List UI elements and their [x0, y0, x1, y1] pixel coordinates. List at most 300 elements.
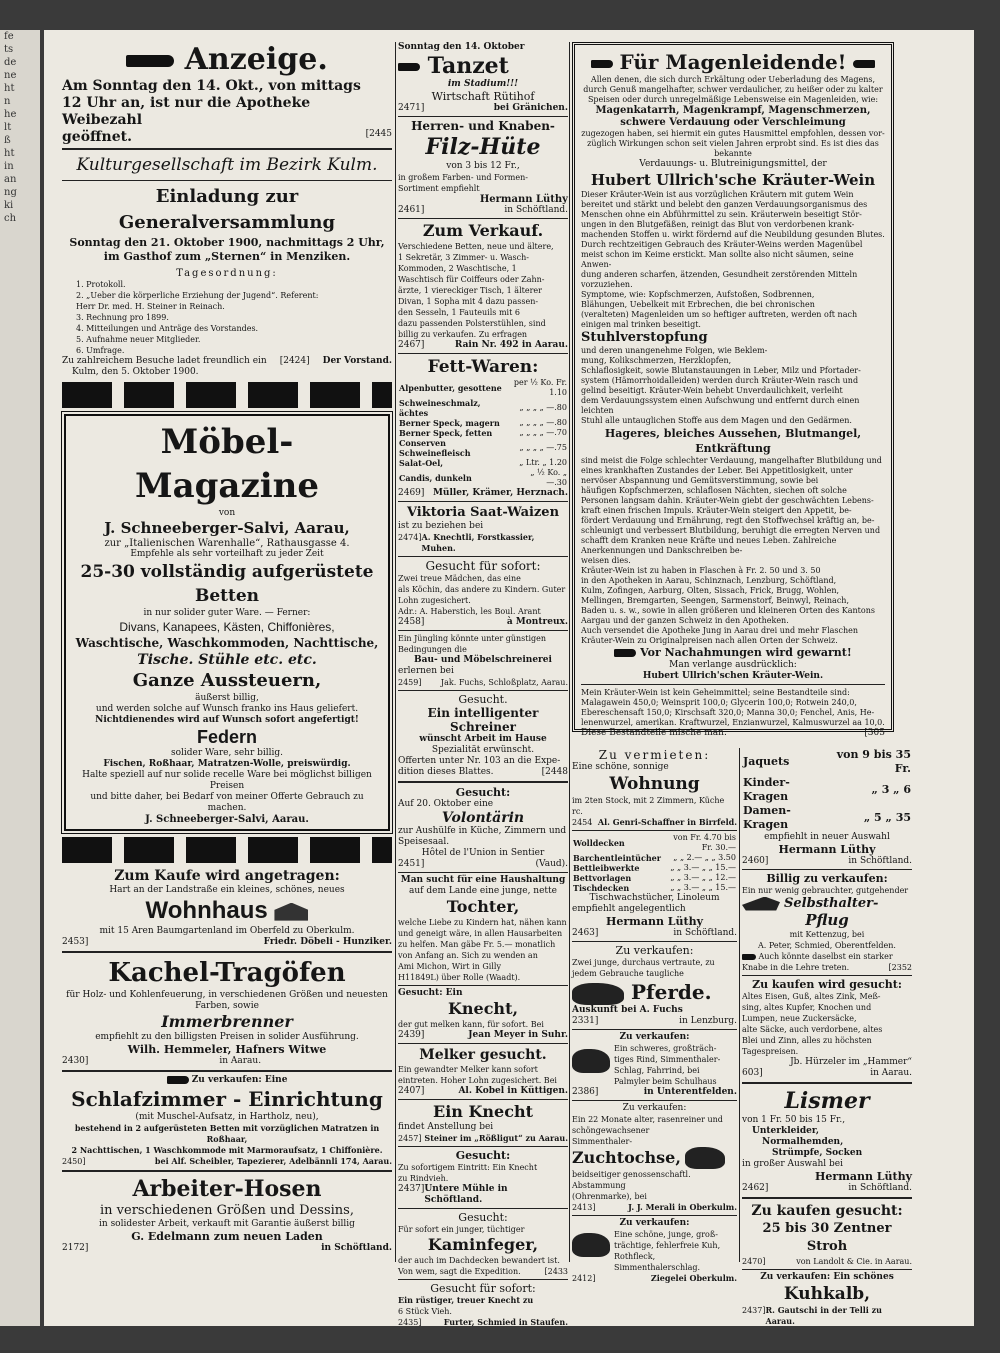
text-line: Schlag, Fahrrind, bei	[614, 1066, 700, 1075]
ad-line: auf dem Lande eine junge, nette	[409, 886, 557, 896]
text-line: tiges Rind, Simmenthaler-	[614, 1055, 721, 1064]
ad-title: Zum Verkauf.	[422, 221, 544, 240]
strip-text: he	[4, 109, 17, 120]
ad-firm: Al. Genri-Schaffner in Birrfeld.	[597, 817, 737, 827]
column-2	[398, 42, 568, 1328]
ad-title: Zu kaufen gesucht:	[751, 1203, 903, 1219]
ad-firm: J. J. Merali in Oberkulm.	[628, 1202, 737, 1212]
ad-headline: Pflug	[805, 911, 849, 929]
ad-line: Eine schöne, sonnige	[572, 762, 669, 772]
tochter-ad	[398, 875, 568, 983]
ad-line: mit 15 Aren Baumgartenland im Oberfeld zu Oberkulm.	[99, 926, 355, 936]
ad-line: Zu verkaufen: Ein schönes	[760, 1272, 894, 1282]
text-line: machenden Stoffen u. wirkt fördernd auf die Neubildung gesunden Blutes.	[581, 230, 885, 239]
text-line: Ami Michon, Wirt in Gilly	[398, 962, 501, 971]
ad-ref: 2412]	[572, 1274, 596, 1283]
ad-headline: Lismer	[784, 1088, 870, 1114]
pointing-hand-icon	[126, 55, 174, 67]
ad-line: von	[218, 508, 236, 518]
ad-headline: Tochter,	[446, 897, 520, 916]
ad-line: solider Ware, sehr billig.	[170, 748, 284, 758]
ad-line: Diese Bestandteile mische man.	[581, 728, 727, 738]
fett-ad	[398, 356, 568, 499]
text-line: Ein schweres, großträch-	[614, 1044, 717, 1053]
ad-line: zur „Italienischen Warenhalle“, Rathausgasse 4.	[104, 538, 350, 549]
ad-line: 12 Uhr an, ist nur die Apotheke Weibezahl	[62, 95, 311, 128]
strip-text: ng	[4, 187, 17, 198]
plough-icon	[742, 897, 780, 911]
stroh-ad	[742, 1202, 912, 1267]
text-line: dung anderen scharfen, ätzenden, Gesundheit zerstörenden Mitteln vorzuziehen.	[581, 270, 858, 289]
ad-headline: Wohnung	[609, 774, 700, 794]
price-row	[398, 428, 568, 438]
ad-firm: Müller, Krämer, Herznach.	[432, 488, 568, 498]
text-line: Menschen ohne ein Abführmittel zu sein. Kräuterwein beseitigt Stör-	[581, 210, 862, 219]
ad-line: Simmenthaler-	[572, 1137, 633, 1146]
ox-icon	[685, 1147, 725, 1169]
text-line: Malagawein 450,0; Weinsprit 100,0; Glycerin 100,0; Rotwein 240,0,	[581, 698, 857, 707]
text-line: dazu passenden Polsterstühlen, sind	[398, 319, 546, 328]
melker-ad	[398, 1046, 568, 1097]
price-row	[572, 883, 737, 893]
strip-text: ts	[4, 44, 14, 55]
text-line: Ein Jüngling könnte unter günstigen	[398, 634, 547, 643]
pointing-hand-icon	[853, 60, 875, 68]
column-5	[742, 748, 912, 1327]
ad-title: Billig zu verkaufen:	[766, 872, 888, 885]
wohnung-ad	[572, 748, 737, 828]
item-name: Berner Speck, magern	[399, 418, 500, 428]
lismer-ad	[742, 1087, 912, 1194]
hut-ad	[398, 119, 568, 216]
ad-headline: Stuhlverstopfung	[581, 330, 708, 345]
text-line: bekannte	[714, 149, 752, 158]
house-icon	[274, 903, 308, 921]
item-price: „ „ 2.— „ „ 3.50	[673, 853, 736, 862]
ad-line: Nichtdienendes wird auf Wunsch sofort angefertigt!	[95, 715, 359, 725]
ad-title: Tanzet	[427, 53, 509, 79]
ad-line: 6 Stück Vieh.	[398, 1307, 452, 1316]
ad-line: Am Sonntag den 14. Okt., von mittags	[62, 78, 361, 94]
ad-ref: 2454	[572, 818, 593, 827]
ad-title: Schlafzimmer - Einrichtung	[71, 1087, 383, 1111]
ad-line: Herren- und Knaben-	[411, 119, 555, 133]
text-line: Kulm, Zofingen, Aarburg, Olten, Sissach, Frick, Brugg, Wohlen,	[581, 586, 840, 595]
strip-text: an	[4, 174, 17, 185]
price-row	[398, 418, 568, 428]
ad-line: Auskunft bei A. Fuchs	[572, 1005, 683, 1015]
gesucht-rindvieh-ad	[398, 1149, 568, 1206]
column-rule	[395, 42, 396, 1262]
column-4	[572, 748, 737, 1284]
text-line: Baden u. s. w., sowie in allen größeren und kleineren Orten des Kantons	[581, 606, 875, 615]
ad-headline: 25 bis 30 Zentner Stroh	[762, 1221, 892, 1254]
ad-firm: Wilh. Hemmeler, Hafners Witwe	[127, 1043, 327, 1056]
text-line: beidseitiger genossenschaftl. Abstammung	[572, 1170, 691, 1190]
text-line: Verschiedene Betten, neue und ältere,	[398, 242, 554, 251]
ad-headline: Kuhkalb,	[783, 1284, 871, 1304]
text-line: Durch rechtzeitigen Gebrauch des Kräuter-Weins werden Magenübel	[581, 240, 863, 249]
text-line: 4. Mitteilungen und Anträge des Vorstandes.	[76, 324, 259, 333]
text-line: 1. Protokoll.	[76, 280, 126, 289]
ad-line: Tische. Stühle etc. etc.	[137, 652, 317, 668]
wolldecken-ad	[572, 833, 737, 939]
text-line: alte Säcke, auch verdorbene, altes	[742, 1025, 883, 1034]
ad-line: findet Anstellung bei	[398, 1122, 494, 1132]
text-line: fördert Verdauung und Ernährung, regt den Stoffwechsel kräftig an, be-	[581, 516, 875, 525]
text-line: 1 Sekretär, 3 Zimmer- u. Wasch-	[398, 253, 529, 262]
kachel-ad	[62, 956, 392, 1067]
text-line: ungen in den Blutgefäßen, reinigt das Blut von verdorbenen krank-	[581, 220, 855, 229]
knecht-ad-1	[398, 988, 568, 1041]
knecht-ad-2	[398, 1102, 568, 1144]
ad-ref: 2450]	[62, 1157, 86, 1166]
ad-title: Zu verkaufen:	[622, 1103, 687, 1113]
ad-line: in großer Auswahl bei	[742, 1159, 844, 1169]
text-line: Rothfleck, Simmenthalerschlag.	[614, 1252, 701, 1272]
text-line: Altes Eisen, Guß, altes Zink, Meß-	[742, 992, 881, 1001]
ad-line: Tischwachstücher, Linoleum	[589, 893, 720, 903]
text-line: Dieser Kräuter-Wein ist aus vorzüglichen Kräutern mit gutem Wein	[581, 190, 854, 199]
ad-title: Einladung zur Generalversammlung	[118, 186, 336, 233]
text-line: Kommoden, 2 Waschtische, 1	[398, 264, 517, 273]
ad-line: Von wem, sagt die Expedition.	[398, 1267, 521, 1276]
text-line: Stuhl alle untauglichen Stoffe aus dem Magen und den Gedärmen.	[581, 416, 852, 425]
strip-text: ne	[4, 70, 17, 81]
price-row	[742, 776, 912, 804]
wohnhaus-ad	[62, 867, 392, 948]
horse-icon	[572, 983, 624, 1005]
strip-text: lt	[4, 122, 12, 133]
ad-line: Auf 20. Oktober eine	[398, 799, 494, 809]
ad-line: dition dieses Blattes.	[398, 767, 494, 777]
strip-text: ß	[4, 135, 11, 146]
ad-line: Für sofort ein junger, tüchtiger	[398, 1225, 525, 1234]
price-row	[398, 398, 568, 418]
ad-title: Melker gesucht.	[419, 1047, 547, 1063]
text-line: Kräuter-Wein ist zu haben in Flaschen à Fr. 2. 50 und 3. 50	[581, 566, 821, 575]
text-line: zugezogen haben, sei hiermit ein gutes Hausmittel empfohlen, dessen vor-	[581, 129, 885, 138]
schlaf-ad	[62, 1075, 392, 1167]
jaquets-ad	[742, 748, 912, 867]
ad-line: in großem Farben- und Formen-Sortiment empfiehlt	[398, 173, 528, 193]
item-name: Bettleibwerkte	[573, 863, 640, 873]
viktoria-ad	[398, 504, 568, 554]
ad-line: erlernen bei	[398, 666, 454, 676]
text-line: billig zu verkaufen. Zu erfragen	[398, 330, 528, 339]
item-name: Berner Speck, fetten	[399, 428, 493, 438]
ad-city: in Schöftland.	[848, 1183, 912, 1193]
ad-line: in solidester Arbeit, verkauft mit Garantie äußerst billig	[99, 1219, 355, 1229]
text-line: 6. Umfrage.	[76, 346, 125, 355]
text-line: meist schon im Keime erstickt. Man sollte also nicht säumen, seine Anwen-	[581, 250, 854, 269]
text-line: Speisen oder durch unregelmäßige Lebensweise ein Magenleiden, wie:	[587, 95, 879, 104]
text-line: bereitet und stärkt und belebt den ganzen Verdauungsorganismus des	[581, 200, 868, 209]
pointing-hand-icon	[398, 63, 420, 71]
ad-firm: Jb. Hürzeler im „Hammer“	[790, 1057, 912, 1067]
ad-headline: 25-30 vollständig aufgerüstete Betten	[80, 562, 374, 606]
ad-signature: bei Alf. Scheibler, Tapezierer, Adelbännli 174, Aarau.	[154, 1156, 392, 1166]
ad-ref: 2386]	[572, 1087, 599, 1097]
ad-ref: [2445	[365, 129, 392, 139]
ad-title: Zum Kaufe wird angetragen:	[114, 868, 340, 884]
ad-line: Offerten unter Nr. 103 an die Expe-	[398, 756, 561, 766]
text-line: gelind beseitigt. Kräuter-Wein behebt Unverdaulichkeit, verleiht	[581, 386, 843, 395]
product-brand: Hubert Ullrich'schen Kräuter-Wein.	[642, 671, 824, 681]
volontaerin-ad	[398, 786, 568, 870]
ad-firm: Untere Mühle in Schöftland.	[424, 1184, 508, 1205]
ad-line: im 2ten Stock, mit 2 Zimmern, Küche rc.	[572, 796, 725, 816]
ad-title: Gesucht für sofort:	[425, 559, 541, 573]
text-line: lenenwurzel, amerikan. Kraftwurzel, Enzianwurzel, Kalmuswurzel aa 10,0.	[581, 718, 885, 727]
ad-ref: 2457]	[398, 1134, 422, 1143]
item-price: „ „ „ „ —.70	[519, 428, 567, 437]
text-line: in den Apotheken in Aarau, Schinznach, Lenzburg, Schöftland,	[581, 576, 837, 585]
anzeige-ad	[62, 42, 392, 145]
ad-ref: 603]	[742, 1068, 763, 1078]
ad-line: Normalhemden,	[762, 1137, 844, 1147]
text-line: dem Verdauungssystem einen Aufschwung und entfernt durch einen leichten	[581, 396, 860, 415]
ad-line: Zu sofortigem Eintritt: Ein Knecht	[398, 1163, 538, 1172]
ad-title: Zu verkaufen:	[619, 1218, 690, 1228]
ad-line: Zu zahlreichem Besuche ladet freundlich ein	[62, 356, 267, 366]
text-line: sing, altes Kupfer, Knochen und	[742, 1003, 872, 1012]
ad-firm: R. Gautschi in der Telli zu Aarau.	[765, 1305, 882, 1326]
text-line: den Sesseln, 1 Fauteuils mit 6	[398, 308, 520, 317]
gesucht-knecht-ad	[398, 1282, 568, 1328]
ad-ref: 2437]	[742, 1306, 766, 1315]
ad-line: (mit Muschel-Aufsatz, in Hartholz, neu),	[135, 1112, 319, 1122]
ad-line: ist zu beziehen bei	[398, 521, 484, 531]
text-line: Symptome, wie: Kopfschmerzen, Aufstoßen, Sodbrennen,	[581, 290, 815, 299]
adjacent-page-strip	[0, 30, 40, 1326]
ad-headline: Ein intelligenter Schreiner	[427, 706, 539, 734]
juengling-ad	[398, 633, 568, 688]
ad-ref: 2459]	[398, 678, 422, 687]
item-name: Damen-Kragen	[743, 804, 791, 831]
text-line: von Anfang an. Sich zu wenden an	[398, 951, 538, 960]
ad-title: Gesucht.	[458, 693, 508, 706]
ad-title: Zu verkaufen:	[619, 1032, 690, 1042]
text-line: Bedingungen die	[398, 645, 467, 654]
item-name: Schweineschmalz, ächtes	[399, 398, 481, 418]
text-line: Schlaflosigkeit, sowie Blutanstauungen in Leber, Milz und Pfortader-	[581, 366, 861, 375]
item-price: „ „ „ „ —.80	[519, 418, 567, 427]
ad-line: von 3 bis 12 Fr.,	[446, 161, 520, 171]
ad-line: geöffnet.	[62, 129, 132, 145]
ad-line: Hart an der Landstraße ein kleines, schönes, neues	[109, 885, 345, 895]
ad-title: Gesucht:	[458, 1211, 508, 1224]
ad-headline: Selbsthalter-	[784, 896, 879, 911]
text-line: Blei und Zinn, alles zu höchsten	[742, 1036, 872, 1045]
text-line: züglich Wirkungen schon seit vielen Jahren erprobt sind. Es ist dies das	[587, 139, 879, 148]
ad-headline: Immerbrenner	[161, 1012, 293, 1031]
ad-city: in Unterentfelden.	[643, 1087, 737, 1097]
ad-headline: Wohnhaus	[145, 897, 268, 924]
decorative-band	[62, 382, 392, 408]
text-line: häufigen Kopfschmerzen, schlaflosen Nächten, siechen oft solche	[581, 486, 847, 495]
ad-line: Unterkleider,	[752, 1126, 820, 1136]
text-line: Ein gewandter Melker kann sofort	[398, 1065, 538, 1074]
text-line: Divan, 1 Sopha mit 4 dazu passen-	[398, 297, 539, 306]
ad-line: von 1 Fr. 50 bis 15 Fr.,	[742, 1115, 846, 1125]
kaminfeger-ad	[398, 1211, 568, 1277]
ad-headline: Volontärin	[441, 810, 525, 826]
pflug-ad	[742, 872, 912, 973]
ad-ref: 2413]	[572, 1203, 596, 1212]
ad-ref: 2474]	[398, 533, 422, 542]
ad-title: Gesucht:	[455, 1149, 511, 1162]
item-price: „ „ 3.— „ „ 15.—	[670, 863, 736, 872]
strip-text: ht	[4, 148, 15, 159]
ad-line: und bitte daher, bei Bedarf von meiner Offerte Gebrauch zu machen.	[90, 792, 364, 813]
text-line: 2. „Ueber die körperliche Erziehung der Jugend“. Referent:	[76, 291, 319, 300]
ad-firm: Jak. Fuchs, Schloßplatz, Aarau.	[440, 678, 568, 687]
hosen-ad	[62, 1175, 392, 1254]
ad-line: Ein 22 Monate alter, rasenreiner und	[572, 1115, 723, 1124]
ad-ref: 2439]	[398, 1030, 425, 1040]
ad-headline: Kaminfeger,	[427, 1235, 539, 1254]
strip-text: ki	[4, 200, 14, 211]
ad-line: im Stadium!!!	[447, 79, 519, 89]
item-price: von Fr. 4.70 bis Fr. 30.—	[673, 833, 736, 852]
ad-city: in Aarau.	[870, 1068, 912, 1078]
item-price: „ „ 3.— „ „ 12.—	[670, 873, 736, 882]
rind-ad	[572, 1032, 737, 1098]
ad-line: Man sucht für eine Haushaltung	[400, 875, 566, 885]
ad-firm: Jean Meyer in Suhr.	[468, 1030, 568, 1040]
schreiner-ad	[398, 693, 568, 778]
ad-title: Zu vermieten:	[598, 748, 711, 762]
price-row	[398, 438, 568, 458]
ad-title: Viktoria Saat-Waizen	[406, 505, 560, 520]
ad-ref: 2462]	[742, 1183, 769, 1193]
ad-line: Spezialität erwünscht.	[431, 745, 535, 755]
price-row	[398, 468, 568, 488]
ad-line: mit Kettenzug, bei	[789, 930, 865, 939]
ad-ref: [305	[864, 728, 885, 738]
ad-ref: 2437]	[398, 1184, 425, 1194]
ad-line: schöngewachsener	[572, 1126, 650, 1135]
text-line: Aargau und der ganzen Schweiz in den Apotheken.	[581, 616, 789, 625]
ad-line: Gesucht: Ein	[398, 988, 463, 998]
ad-line: Man verlange ausdrücklich:	[669, 660, 797, 670]
ad-line: empfiehlt in neuer Auswahl	[764, 832, 890, 842]
ad-line: Empfehle als sehr vorteilhaft zu jeder Zeit	[130, 549, 324, 559]
ad-city: in Schöftland.	[673, 928, 737, 938]
ad-ref: 2331]	[572, 1016, 599, 1026]
ad-ref: [2448	[541, 767, 568, 777]
text-line: Herr Dr. med. H. Steiner in Reinach.	[76, 302, 225, 311]
ad-line: für Holz- und Kohlenfeuerung, in verschiedenen Größen und neuesten Farben, sowie	[66, 990, 388, 1011]
ad-line: zur Aushülfe in Küche, Zimmern und	[398, 826, 567, 836]
column-rule	[739, 748, 740, 1262]
ad-line: Halte speziell auf nur solide recelle Ware bei möglichst billigen Preisen	[82, 770, 372, 791]
text-line: Palmyler beim Schulhaus	[614, 1077, 717, 1086]
pferde-ad	[572, 944, 737, 1027]
text-line: Zwei treue Mädchen, das eine	[398, 574, 521, 583]
text-line: schafft dem Kranken neue Kräfte und neues Leben. Zahlreiche Anerkennungen und Dankschreiben be-	[581, 536, 837, 555]
cow-icon	[572, 1049, 610, 1073]
ad-date: Kulm, den 5. Oktober 1900.	[72, 367, 199, 377]
ad-title: Kachel-Tragöfen	[108, 958, 346, 988]
ad-city: (Vaud).	[535, 859, 568, 869]
item-price: von 9 bis 35 Fr.	[836, 748, 911, 775]
text-line: welche Liebe zu Kindern hat, nähen kann	[398, 918, 567, 927]
ad-line: im Gasthof zum „Sternen“ in Menziken.	[103, 250, 351, 263]
text-line: trächtige, fehlerfreie Kuh,	[614, 1241, 721, 1250]
ad-firm: Ziegelei Oberkulm.	[650, 1273, 737, 1283]
ad-line: Verdauungs- u. Blutreinigungsmittel, der	[639, 159, 827, 169]
ad-firm: Hermann Lüthy	[479, 194, 568, 205]
text-line: Mellingen, Bremgarten, Seengen, Sarmenstorf, Beinwyl, Reinach,	[581, 596, 849, 605]
ad-ref: [2433	[544, 1267, 568, 1276]
ad-line: Strümpfe, Socken	[772, 1148, 863, 1158]
ad-firm: Hôtel de l'Union in Sentier	[421, 848, 545, 858]
text-line: mung, Kolikschmerzen, Herzklopfen,	[581, 356, 732, 365]
ad-ref: 2453]	[62, 937, 89, 947]
ad-city: in Schöftland.	[321, 1243, 392, 1253]
strip-text: ht	[4, 83, 15, 94]
strip-text: n	[4, 96, 11, 107]
ad-line: in verschiedenen Größen und Dessins,	[100, 1203, 354, 1218]
ad-headline: schwere Verdauung oder Verschleimung	[620, 117, 846, 128]
ad-headline: Federn	[196, 727, 257, 747]
kaufgesuch-ad	[742, 978, 912, 1079]
ad-headline: Ein Knecht	[433, 1102, 533, 1121]
item-price: „ Ltr. „ 1.20	[519, 458, 567, 467]
ad-line: Fischen, Roßhaar, Matratzen-Wolle, preiswürdig.	[103, 759, 351, 769]
ad-line: bestehend in 2 aufgerüsteten Betten mit vorzüglichen Matratzen in Roßhaar,	[74, 1123, 380, 1144]
item-name: Wolldecken	[573, 838, 625, 848]
ad-title: Für Magenleidende!	[619, 50, 847, 74]
ad-line: Sonntag den 21. Oktober 1900, nachmittags 2 Uhr,	[69, 236, 385, 249]
ad-firm: A. Peter, Schmied, Oberentfelden.	[758, 941, 896, 950]
ad-ref: 2469]	[398, 488, 425, 498]
ad-ref: 2430]	[62, 1056, 89, 1066]
ad-firm: Furter, Schmied in Staufen.	[443, 1317, 568, 1327]
ad-city: in Schöftland.	[848, 856, 912, 866]
strip-text: ch	[4, 213, 17, 224]
zuchtochse-ad	[572, 1103, 737, 1213]
ad-firm: Hermann Lüthy	[606, 915, 703, 928]
text-line: system (Hämorrhoidalleiden) werden durch Kräuter-Wein rasch und	[581, 376, 859, 385]
ad-line: Sonntag den 14. Oktober	[398, 42, 525, 52]
decorative-band	[62, 837, 392, 863]
ad-ref: [2424]	[279, 356, 310, 366]
agenda-title: Tagesordnung:	[176, 268, 278, 279]
kuh-ad	[572, 1218, 737, 1284]
ad-line: Speisesaal.	[398, 837, 450, 847]
text-line: und geneigt wäre, in allen Hausarbeiten	[398, 929, 563, 938]
ad-firm: J. Schneeberger-Salvi, Aarau,	[104, 519, 350, 537]
ad-ref: 2461]	[398, 205, 425, 215]
item-price: „ „ „ „ —.80	[519, 403, 567, 412]
ad-signature: Friedr. Döbeli - Hunziker.	[263, 937, 392, 947]
ad-headline: Zuchtochse,	[572, 1148, 681, 1167]
price-row	[742, 804, 912, 832]
ad-line: Divans, Kanapees, Kästen, Chiffonières,	[119, 620, 335, 634]
item-price: „ ½ Ko. „ —.30	[530, 468, 567, 487]
ad-line: zu Rindvieh.	[398, 1174, 449, 1183]
ad-line: Auch könnte daselbst ein starker	[758, 952, 893, 961]
ad-line: bei Gränichen.	[493, 103, 568, 113]
ad-signature: Der Vorstand.	[322, 356, 392, 366]
ad-headline: Magenkatarrh, Magenkrampf, Magenschmerzen,	[595, 105, 871, 116]
ad-line: Ein rüstiger, treuer Knecht zu	[398, 1295, 534, 1305]
ad-ref: 2451]	[398, 859, 425, 869]
text-line: Waschtisch für Coiffeurs oder Zahn-	[398, 275, 545, 284]
